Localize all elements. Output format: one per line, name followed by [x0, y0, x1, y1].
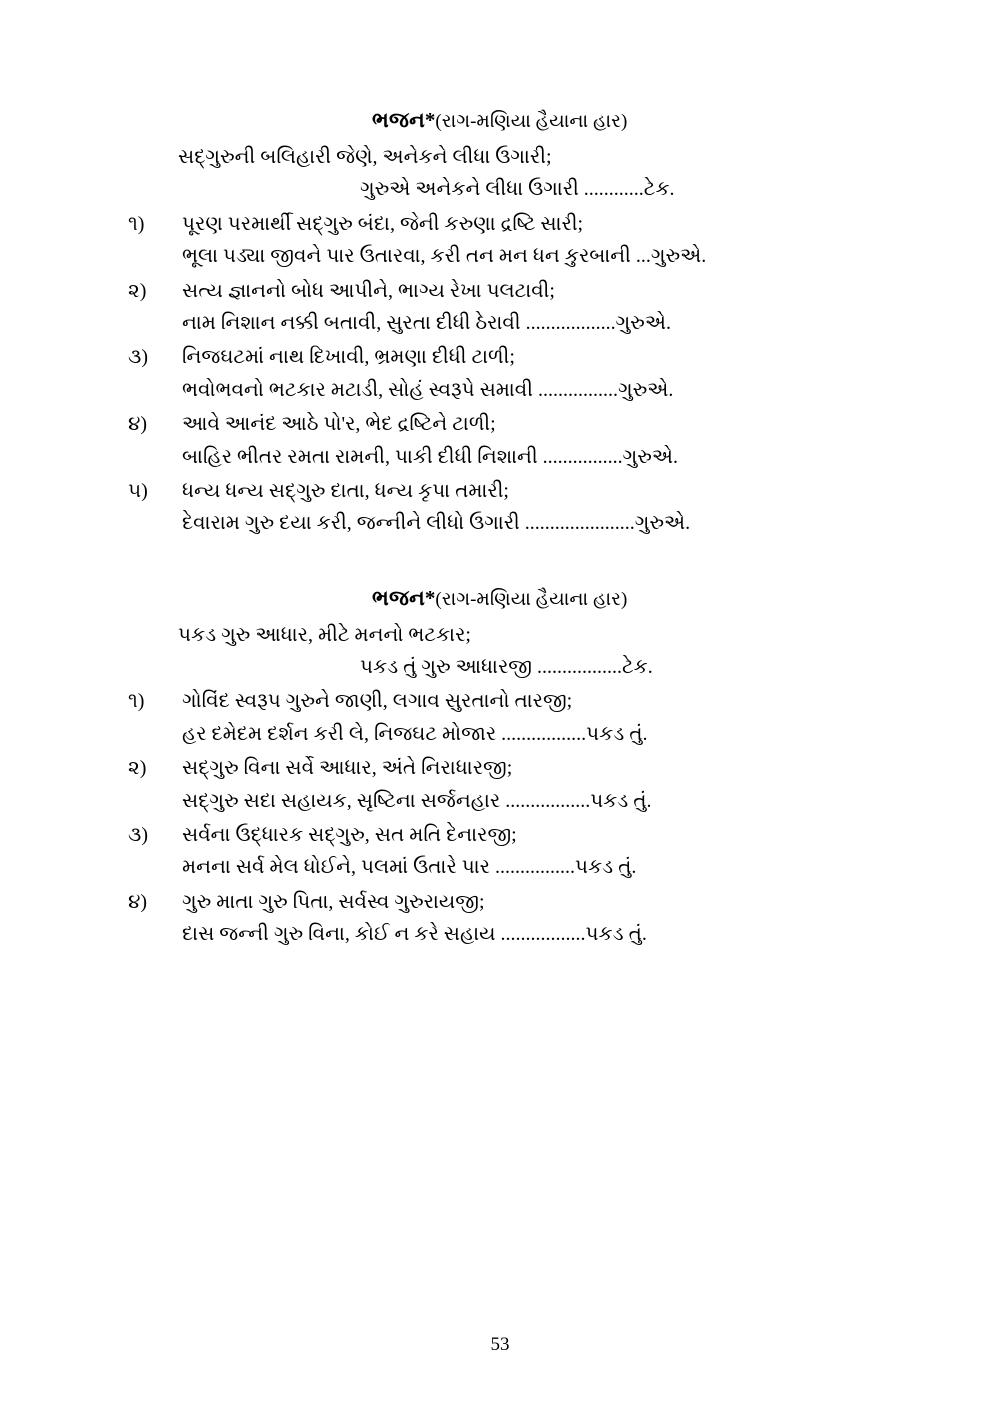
song-raga: (રાગ-મણિયા હૈયાના હાર) — [435, 111, 628, 132]
verse — [110, 752, 890, 817]
song-title-marker: * — [424, 108, 436, 132]
verse-line: હર દમેદમ દર્શન કરી લે, નિજઘટ મોજાર .................પકડ તું. — [182, 722, 648, 745]
verse — [110, 685, 890, 750]
verse-line: સર્વના ઉદ્ધારક સદ્‌ગુરુ, સત મતિ દેનારજી; — [182, 824, 517, 847]
verse — [110, 819, 890, 884]
verse-number: ૩) — [128, 346, 148, 369]
verse — [110, 341, 890, 406]
verse-line: ભૂલા પડ્યા જીવને પાર ઉતારવા, કરી તન મન ધન કુરબાની ...ગુરુએ. — [182, 245, 707, 268]
verse — [110, 208, 890, 273]
song-block — [110, 586, 890, 951]
song-title: ભજન — [372, 585, 425, 610]
verse-number: ૫) — [128, 479, 148, 502]
verse-line: ગુરુ માતા ગુરુ પિતા, સર્વસ્વ ગુરુરાયજી; — [182, 890, 485, 913]
verse-line: ગોવિંદ સ્વરૂપ ગુરુને જાણી, લગાવ સુરતાનો તારજી; — [182, 690, 573, 713]
verse-line: નામ નિશાન નક્કી બતાવી, સુરતા દીધી ઠેરાવી ..................ગુરુએ. — [182, 311, 671, 334]
verse-lines — [182, 752, 890, 817]
verse-line: સદ્‌ગુરુ વિના સર્વે આધાર, અંતે નિરાધારજી; — [182, 757, 513, 780]
verse-lines — [182, 408, 890, 473]
verse — [110, 275, 890, 340]
verse-line: મનના સર્વ મેલ ધોઈને, પલમાં ઉતારે પાર ................પકડ તું. — [182, 856, 637, 879]
verse-line: સત્ય જ્ઞાનનો બોધ આપીને, ભાગ્ય રેખા પલટાવી; — [182, 279, 555, 302]
refrain-line: પકડ તું ગુરુ આધારજી .................ટેક. — [360, 656, 653, 679]
verse-line: બાહિર ભીતર રમતા રામની, પાકી દીધી નિશાની ................ગુરુએ. — [182, 445, 679, 468]
refrain-line: સદ્‌ગુરુની બલિહારી જેણે, અનેકને લીધા ઉગારી; — [178, 146, 552, 168]
refrain-line: ગુરુએ અનેકને લીધા ઉગારી ............ટેક. — [360, 178, 675, 201]
verse — [110, 408, 890, 473]
verse-line: પૂરણ પરમાર્થી સદ્‌ગુરુ બંદા, જેની કરુણા દ્રષ્ટિ સારી; — [182, 212, 584, 235]
verse-line: ધન્ય ધન્ય સદ્‌ગુરુ દાતા, ધન્ય કૃપા તમારી; — [182, 479, 509, 502]
page-number: 53 — [490, 1334, 510, 1355]
verse-lines — [182, 208, 890, 273]
verse-number: ૪) — [128, 890, 148, 913]
verse — [110, 475, 890, 540]
song-heading — [110, 108, 890, 133]
verse-line: નિજઘટમાં નાથ દિખાવી, ભ્રમણા દીધી ટાળી; — [182, 346, 515, 369]
song-title: ભજન — [372, 108, 425, 132]
verse-number: ૨) — [128, 279, 147, 302]
verse-lines — [182, 275, 890, 340]
verse-number: ૧) — [128, 212, 145, 235]
refrain-line: પકડ ગુરુ આધાર, મીટે મનનો ભટકાર; — [178, 623, 471, 646]
verse-lines — [182, 341, 890, 406]
verse-line: દેવારામ ગુરુ દયા કરી, જન્નીને લીધો ઉગારી ......................ગુરુએ. — [182, 512, 691, 535]
song-heading — [110, 586, 890, 611]
verse — [110, 886, 890, 951]
song-block — [110, 108, 890, 540]
song-title-marker: * — [424, 585, 436, 610]
song-raga: (રાગ-મણિયા હૈયાના હાર) — [435, 588, 628, 610]
verse-line: દાસ જન્ની ગુરુ વિના, કોઈ ન કરે સહાય .................પકડ તું. — [182, 923, 647, 946]
verse-lines — [182, 886, 890, 951]
verse-number: ૪) — [128, 413, 148, 436]
verse-lines — [182, 475, 890, 540]
verse-line: સદ્‌ગુરુ સદા સહાયક, સૃષ્ટિના સર્જનહાર .................પકડ તું. — [182, 789, 652, 812]
verse-number: ૩) — [128, 824, 148, 847]
verse-line: ભવોભવનો ભટકાર મટાડી, સોહં સ્વરૂપે સમાવી ................ગુરુએ. — [182, 378, 674, 401]
verse-number: ૧) — [128, 690, 145, 713]
verse-lines — [182, 685, 890, 750]
verse-line: આવે આનંદ આઠે પો'ર, ભેદ દ્રષ્ટિને ટાળી; — [182, 413, 496, 436]
verse-lines — [182, 819, 890, 884]
verse-number: ૨) — [128, 757, 147, 780]
